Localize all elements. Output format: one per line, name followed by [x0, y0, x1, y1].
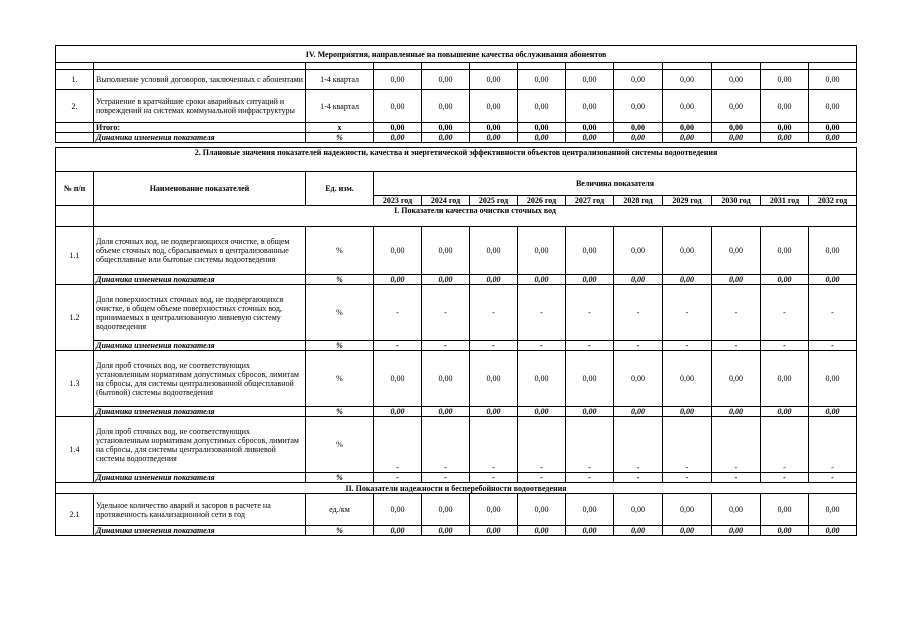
part-title: 2. Плановые значения показателей надежности, качества и энергетической эффективности объектов централизованной системы водоотведения — [56, 148, 857, 172]
value-cell: 0,00 — [374, 407, 422, 417]
value-cell: 0,00 — [761, 90, 809, 123]
value-cell: 0,00 — [761, 351, 809, 407]
value-cell: 0,00 — [712, 351, 761, 407]
value-cell: - — [518, 417, 566, 473]
dynamics-row — [56, 526, 857, 536]
value-cell: 0,00 — [663, 90, 712, 123]
value-cell: 0,00 — [663, 494, 712, 526]
value-cell: 0,00 — [374, 526, 422, 536]
empty-cell — [518, 63, 566, 70]
value-cell: 0,00 — [470, 275, 518, 285]
value-cell: - — [422, 473, 470, 483]
value-cell: 0,00 — [518, 70, 566, 90]
row-number: 1.1 — [56, 227, 94, 285]
dynamics-row — [56, 275, 857, 285]
indicator-name: Устранение в кратчайшие сроки аварийных ситуаций и повреждений на системах коммунальной инфраструктуры — [94, 90, 306, 123]
value-cell: 0,00 — [518, 275, 566, 285]
value-cell: 0,00 — [614, 351, 663, 407]
value-cell: 0,00 — [374, 275, 422, 285]
dynamics-row — [56, 133, 857, 143]
value-cell: - — [518, 285, 566, 341]
value-cell: 0,00 — [663, 123, 712, 133]
unit-cell: % — [306, 351, 374, 407]
row-number: 2. — [56, 90, 94, 123]
empty-cell — [56, 206, 94, 227]
header-values-title: Величина показателя — [374, 172, 857, 196]
total-label: Итого: — [94, 123, 306, 133]
row-number: 1.4 — [56, 417, 94, 483]
value-cell: 0,00 — [663, 351, 712, 407]
section-title-row — [56, 46, 857, 63]
value-cell: 0,00 — [712, 123, 761, 133]
value-cell: 0,00 — [422, 275, 470, 285]
value-cell: 0,00 — [566, 351, 614, 407]
value-cell: - — [614, 285, 663, 341]
value-cell: 0,00 — [422, 90, 470, 123]
value-cell: 0,00 — [614, 123, 663, 133]
empty-cell — [566, 63, 614, 70]
spacer-row — [56, 63, 857, 70]
empty-cell — [56, 133, 94, 143]
year-header: 2027 год — [566, 196, 614, 206]
value-cell: - — [566, 473, 614, 483]
dynamics-label: Динамика изменения показателя — [94, 275, 306, 285]
indicator-name: Удельное количество аварий и засоров в расчете на протяженность канализационной сети в год — [94, 494, 306, 526]
row-number: 2.1 — [56, 494, 94, 536]
value-cell: - — [470, 417, 518, 473]
unit-cell: 1-4 квартал — [306, 90, 374, 123]
empty-cell — [374, 63, 422, 70]
empty-cell — [663, 63, 712, 70]
value-cell: 0,00 — [566, 227, 614, 275]
value-cell: 0,00 — [614, 494, 663, 526]
year-header: 2031 год — [761, 196, 809, 206]
empty-cell — [94, 63, 306, 70]
value-cell: 0,00 — [712, 227, 761, 275]
indicator-name: Выполнение условий договоров, заключенных с абонентами — [94, 70, 306, 90]
value-cell: - — [712, 285, 761, 341]
value-cell: 0,00 — [712, 133, 761, 143]
value-cell: 0,00 — [761, 494, 809, 526]
value-cell: 0,00 — [518, 351, 566, 407]
value-cell: 0,00 — [422, 407, 470, 417]
value-cell: 0,00 — [614, 70, 663, 90]
year-header: 2026 год — [518, 196, 566, 206]
value-cell: 0,00 — [374, 70, 422, 90]
value-cell: 0,00 — [422, 227, 470, 275]
value-cell: 0,00 — [809, 90, 857, 123]
value-cell: 0,00 — [566, 407, 614, 417]
year-header: 2028 год — [614, 196, 663, 206]
value-cell: 0,00 — [470, 351, 518, 407]
empty-cell — [614, 63, 663, 70]
value-cell: 0,00 — [518, 526, 566, 536]
value-cell: 0,00 — [761, 70, 809, 90]
value-cell: - — [422, 417, 470, 473]
value-cell: 0,00 — [761, 526, 809, 536]
value-cell: - — [374, 341, 422, 351]
value-cell: 0,00 — [518, 123, 566, 133]
value-cell: - — [374, 285, 422, 341]
value-cell: - — [712, 341, 761, 351]
year-header: 2029 год — [663, 196, 712, 206]
section-row — [56, 206, 857, 227]
empty-cell — [809, 63, 857, 70]
value-cell: 0,00 — [470, 90, 518, 123]
dynamics-row — [56, 473, 857, 483]
value-cell: 0,00 — [566, 123, 614, 133]
value-cell: - — [566, 341, 614, 351]
section-row — [56, 483, 857, 494]
value-cell: - — [809, 473, 857, 483]
value-cell: 0,00 — [809, 351, 857, 407]
unit-cell: х — [306, 123, 374, 133]
indicator-name: Доля проб сточных вод, не соответствующих установленным нормативам допустимых сбросов, лимитам на сбросы, для системы централизованной общесплавной (бытовой) системы водоотведения — [94, 351, 306, 407]
dynamics-label: Динамика изменения показателя — [94, 133, 306, 143]
header-row — [56, 172, 857, 196]
activities-table — [55, 45, 857, 143]
value-cell: 0,00 — [809, 526, 857, 536]
empty-cell — [761, 63, 809, 70]
value-cell: 0,00 — [374, 494, 422, 526]
header-num: № п/п — [56, 172, 94, 206]
value-cell: - — [761, 341, 809, 351]
table-row — [56, 90, 857, 123]
dynamics-label: Динамика изменения показателя — [94, 473, 306, 483]
value-cell: - — [761, 473, 809, 483]
value-cell: 0,00 — [374, 351, 422, 407]
unit-cell: % — [306, 227, 374, 275]
unit-cell: % — [306, 526, 374, 536]
value-cell: 0,00 — [518, 90, 566, 123]
value-cell: - — [663, 473, 712, 483]
value-cell: 0,00 — [614, 90, 663, 123]
value-cell: 0,00 — [712, 407, 761, 417]
value-cell: - — [663, 341, 712, 351]
row-number: 1. — [56, 70, 94, 90]
value-cell: - — [809, 417, 857, 473]
header-unit: Ед. изм. — [306, 172, 374, 206]
year-header: 2023 год — [374, 196, 422, 206]
value-cell: - — [761, 417, 809, 473]
value-cell: - — [712, 473, 761, 483]
value-cell: 0,00 — [518, 227, 566, 275]
value-cell: 0,00 — [761, 227, 809, 275]
table-row — [56, 351, 857, 407]
value-cell: 0,00 — [712, 70, 761, 90]
value-cell: 0,00 — [663, 133, 712, 143]
value-cell: 0,00 — [422, 123, 470, 133]
row-number: 1.3 — [56, 351, 94, 417]
section-title: I. Показатели качества очистки сточных вод — [94, 206, 857, 227]
dynamics-label: Динамика изменения показателя — [94, 526, 306, 536]
table-row — [56, 285, 857, 341]
value-cell: 0,00 — [470, 70, 518, 90]
value-cell: - — [374, 417, 422, 473]
dynamics-row — [56, 407, 857, 417]
unit-cell: % — [306, 473, 374, 483]
year-header: 2032 год — [809, 196, 857, 206]
value-cell: 0,00 — [614, 133, 663, 143]
value-cell: 0,00 — [422, 133, 470, 143]
indicator-name: Доля проб сточных вод, не соответствующих установленным нормативам допустимых сбросов, лимитам на сбросы, для системы централизованной ливневой системы водоотведения — [94, 417, 306, 473]
dynamics-label: Динамика изменения показателя — [94, 341, 306, 351]
value-cell: 0,00 — [470, 227, 518, 275]
value-cell: 0,00 — [518, 133, 566, 143]
value-cell: - — [518, 341, 566, 351]
value-cell: - — [663, 417, 712, 473]
empty-cell — [422, 63, 470, 70]
table-row — [56, 70, 857, 90]
indicator-name: Доля сточных вод, не подвергающихся очистке, в общем объеме сточных вод, сбрасываемых в централизованные общесплавные или бытовые системы водоотведения — [94, 227, 306, 275]
value-cell: 0,00 — [566, 90, 614, 123]
value-cell: - — [374, 473, 422, 483]
value-cell: 0,00 — [566, 526, 614, 536]
value-cell: 0,00 — [422, 351, 470, 407]
empty-cell — [56, 63, 94, 70]
value-cell: - — [470, 473, 518, 483]
value-cell: 0,00 — [663, 526, 712, 536]
value-cell: - — [614, 473, 663, 483]
value-cell: 0,00 — [712, 90, 761, 123]
value-cell: - — [470, 285, 518, 341]
value-cell: 0,00 — [809, 70, 857, 90]
value-cell: 0,00 — [809, 407, 857, 417]
value-cell: 0,00 — [566, 70, 614, 90]
value-cell: 0,00 — [761, 275, 809, 285]
value-cell: - — [614, 417, 663, 473]
value-cell: - — [422, 341, 470, 351]
indicator-name: Доля поверхностных сточных вод, не подвергающихся очистке, в общем объеме поверхностных сточных вод, принимаемых в централизованную ливневую систему водоотведения — [94, 285, 306, 341]
value-cell: - — [712, 417, 761, 473]
value-cell: 0,00 — [470, 123, 518, 133]
unit-cell: ед./км — [306, 494, 374, 526]
value-cell: 0,00 — [470, 407, 518, 417]
section-title: II. Показатели надежности и бесперебойности водоотведения — [56, 483, 857, 494]
dynamics-row — [56, 341, 857, 351]
empty-cell — [306, 63, 374, 70]
section-title: IV. Мероприятия, направленные на повышение качества обслуживания абонентов — [56, 46, 857, 63]
value-cell: 0,00 — [374, 123, 422, 133]
value-cell: 0,00 — [518, 494, 566, 526]
value-cell: 0,00 — [809, 494, 857, 526]
value-cell: 0,00 — [470, 494, 518, 526]
value-cell: 0,00 — [422, 526, 470, 536]
value-cell: 0,00 — [422, 70, 470, 90]
year-header: 2025 год — [470, 196, 518, 206]
value-cell: 0,00 — [712, 526, 761, 536]
value-cell: 0,00 — [712, 494, 761, 526]
empty-cell — [470, 63, 518, 70]
value-cell: - — [809, 341, 857, 351]
unit-cell: % — [306, 417, 374, 473]
value-cell: 0,00 — [761, 407, 809, 417]
value-cell: 0,00 — [761, 123, 809, 133]
value-cell: 0,00 — [663, 275, 712, 285]
value-cell: - — [518, 473, 566, 483]
value-cell: 0,00 — [470, 133, 518, 143]
unit-cell: % — [306, 133, 374, 143]
unit-cell: % — [306, 275, 374, 285]
value-cell: - — [761, 285, 809, 341]
value-cell: 0,00 — [614, 526, 663, 536]
unit-cell: 1-4 квартал — [306, 70, 374, 90]
unit-cell: % — [306, 341, 374, 351]
year-header: 2030 год — [712, 196, 761, 206]
value-cell: 0,00 — [422, 494, 470, 526]
header-name: Наименование показателей — [94, 172, 306, 206]
value-cell: - — [614, 341, 663, 351]
row-number: 1.2 — [56, 285, 94, 351]
value-cell: - — [663, 285, 712, 341]
value-cell: 0,00 — [518, 407, 566, 417]
dynamics-label: Динамика изменения показателя — [94, 407, 306, 417]
value-cell: 0,00 — [663, 227, 712, 275]
unit-cell: % — [306, 407, 374, 417]
value-cell: 0,00 — [809, 275, 857, 285]
value-cell: 0,00 — [374, 90, 422, 123]
value-cell: 0,00 — [566, 275, 614, 285]
value-cell: 0,00 — [663, 407, 712, 417]
value-cell: 0,00 — [374, 227, 422, 275]
part-title-row — [56, 148, 857, 172]
value-cell: - — [470, 341, 518, 351]
value-cell: 0,00 — [809, 123, 857, 133]
table-row — [56, 494, 857, 526]
value-cell: - — [566, 285, 614, 341]
empty-cell — [712, 63, 761, 70]
value-cell: 0,00 — [809, 133, 857, 143]
value-cell: - — [566, 417, 614, 473]
value-cell: - — [809, 285, 857, 341]
value-cell: 0,00 — [712, 275, 761, 285]
empty-cell — [56, 123, 94, 133]
value-cell: 0,00 — [663, 70, 712, 90]
value-cell: - — [422, 285, 470, 341]
value-cell: 0,00 — [614, 407, 663, 417]
value-cell: 0,00 — [470, 526, 518, 536]
value-cell: 0,00 — [614, 275, 663, 285]
value-cell: 0,00 — [614, 227, 663, 275]
table-row — [56, 417, 857, 473]
value-cell: 0,00 — [374, 133, 422, 143]
value-cell: 0,00 — [566, 133, 614, 143]
total-row — [56, 123, 857, 133]
indicators-table — [55, 147, 857, 536]
unit-cell: % — [306, 285, 374, 341]
value-cell: 0,00 — [809, 227, 857, 275]
value-cell: 0,00 — [761, 133, 809, 143]
table-row — [56, 227, 857, 275]
value-cell: 0,00 — [566, 494, 614, 526]
year-header: 2024 год — [422, 196, 470, 206]
